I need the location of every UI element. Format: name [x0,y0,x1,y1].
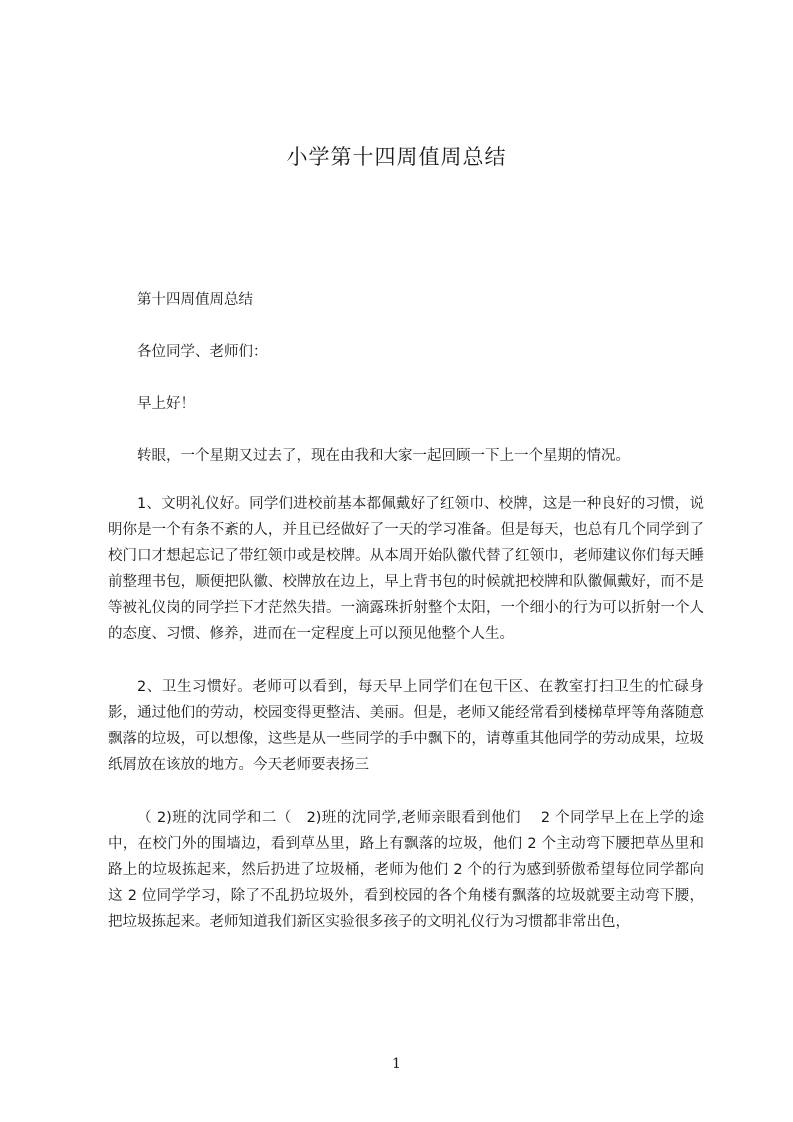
document-body [108,287,704,962]
paragraph-greeting: 各位同学、老师们： [137,344,268,360]
document-title: 小学第十四周值周总结 [286,145,507,169]
paragraph-hygiene: 2、卫生习惯好。老师可以看到，每天早上同学们在包干区、在教室打扫卫生的忙碌身影，通过他们的劳动，校园变得更整洁、美丽。但是，老师又能经常看到楼梯草坪等角落随意飘落的垃圾，可以想像，这些是从一些同学的手中飘下的，请尊重其他同学的劳动成果，垃圾纸屑放在该放的地方。今天老师要表扬三 [108,679,704,773]
paragraph-heading: 第十四周值周总结 [137,292,253,308]
page-number: 1 [392,1056,401,1072]
paragraph-praise: （ 2)班的沈同学和二（ 2)班的沈同学,老师亲眼看到他们 2 个同学早上在上学的途中，在校门外的围墙边，看到草丛里，路上有飘落的垃圾，他们 2 个主动弯下腰把草丛里和路上的垃圾拣起来，然后扔进了垃圾桶，老师为他们 2 个的行为感到骄傲希望每位同学都向这 2 位同学学习，除了不乱扔垃圾外，看到校园的各个角楼有飘落的垃圾就要主动弯下腰，把垃圾拣起来。老师知道我们新区实验很多孩子的文明礼仪行为习惯都非常出色， [108,810,704,930]
paragraph-good-morning: 早上好！ [137,396,195,412]
paragraph-intro: 转眼，一个星期又过去了，现在由我和大家一起回顾一下上一个星期的情况。 [137,448,630,464]
paragraph-etiquette: 1、文明礼仪好。同学们进校前基本都佩戴好了红领巾、校牌，这是一种良好的习惯，说明你是一个有条不紊的人，并且已经做好了一天的学习准备。但是每天，也总有几个同学到了校门口才想起忘记了带红领巾或是校牌。从本周开始队徽代替了红领巾，老师建议你们每天睡前整理书包，顺便把队徽、校牌放在边上，早上背书包的时候就把校牌和队徽佩戴好，而不是等被礼仪岗的同学拦下才茫然失措。一滴露珠折射整个太阳，一个细小的行为可以折射一个人的态度、习惯、修养，进而在一定程度上可以预见他整个人生。 [108,496,704,642]
